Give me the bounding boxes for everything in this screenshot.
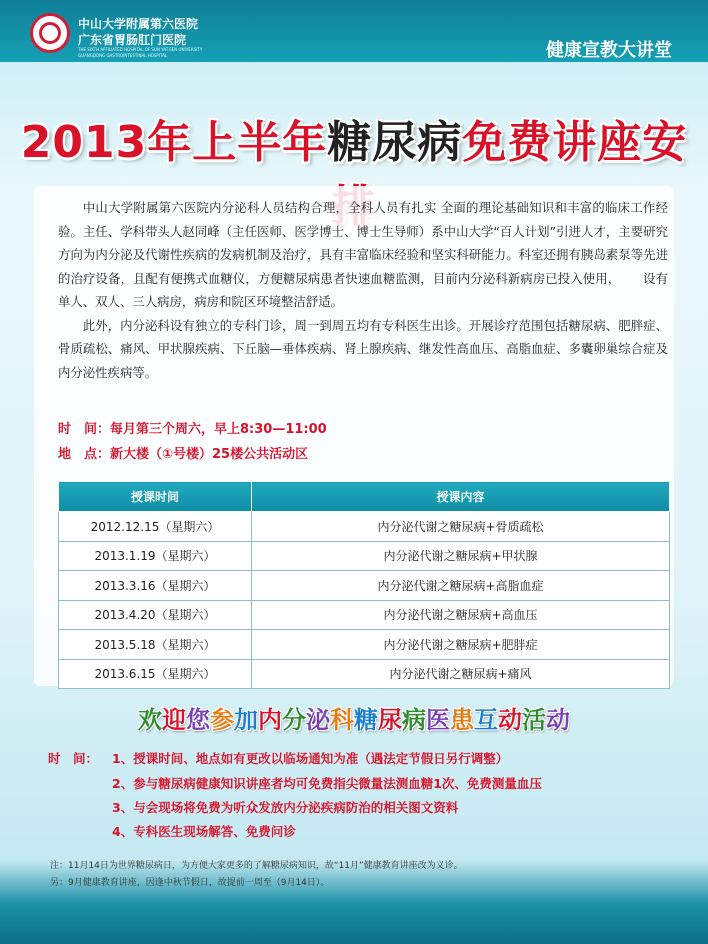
cell-content: 内分泌代谢之糖尿病+甲状腺: [252, 541, 670, 571]
title-part2: 糖尿病: [327, 117, 463, 168]
hospital-name-line2: 广东省胃肠肛门医院: [78, 33, 187, 47]
cell-date: 2013.5.18（星期六）: [59, 630, 252, 660]
cell-date: 2013.4.20（星期六）: [59, 600, 252, 630]
welcome-char: 参: [210, 706, 234, 734]
title-part1: 2013年上半年: [20, 117, 328, 168]
table-row: [59, 541, 670, 571]
footnote: 注：11月14日为世界糖尿病日，为方便大家更多的了解糖尿病知识，故“11月”健康教育讲座改为义诊。: [50, 861, 463, 871]
hospital-name-en1: THE SIXTH AFFILIATED HOSPITAL OF SUN YAT-SEN UNIVERSITY: [78, 47, 203, 52]
intro-text: [58, 196, 668, 384]
welcome-char: 动: [546, 706, 570, 734]
cell-content: 内分泌代谢之糖尿病+痛风: [252, 659, 670, 689]
welcome-char: 泌: [306, 706, 330, 734]
header-bar: [0, 0, 708, 66]
schedule-item: 2、参与糖尿病健康知识讲座者均可免费指尖微量法测血糖1次、免费测量血压: [112, 776, 542, 791]
welcome-char: 互: [474, 706, 498, 734]
hospital-name-en2: GUANGDONG GASTROINTESTINAL HOSPITAL: [78, 53, 168, 58]
cell-date: 2013.3.16（星期六）: [59, 571, 252, 601]
welcome-char: 尿: [378, 706, 402, 734]
info-time: 时 间：每月第三个周六，早上8:30—11:00: [58, 422, 327, 437]
table-row: [59, 659, 670, 689]
schedule-table: [58, 481, 670, 689]
footnote: 另：9月健康教育讲座，因逢中秋节假日，故提前一周至（9月14日）。: [50, 878, 330, 888]
welcome-slogan: [0, 700, 708, 735]
welcome-char: 病: [402, 706, 426, 734]
welcome-char: 科: [330, 706, 354, 734]
cell-date: 2013.1.19（星期六）: [59, 541, 252, 571]
hospital-name-line1: 中山大学附属第六医院: [78, 17, 199, 31]
cell-content: 内分泌代谢之糖尿病+高血压: [252, 600, 670, 630]
header-date: 授课时间: [59, 482, 252, 512]
welcome-char: 患: [450, 706, 474, 734]
table-row: [59, 600, 670, 630]
welcome-char: 加: [234, 706, 258, 734]
title-part3: 免费讲座安: [462, 117, 688, 168]
schedule-item: 4、专科医生现场解答、免费问诊: [112, 824, 296, 839]
header-content: 授课内容: [252, 482, 670, 512]
schedule-item: 1、授课时间、地点如有更改以临场通知为准（遇法定节假日另行调整）: [112, 751, 509, 766]
schedule-label: 时 间：: [48, 751, 99, 766]
table-row: [59, 571, 670, 601]
cell-date: 2013.6.15（星期六）: [59, 659, 252, 689]
welcome-char: 动: [498, 706, 522, 734]
cell-date: 2012.12.15（星期六）: [59, 512, 252, 542]
cell-content: 内分泌代谢之糖尿病+高脂血症: [252, 571, 670, 601]
table-row: [59, 630, 670, 660]
welcome-char: 迎: [162, 706, 186, 734]
table-header-row: [59, 482, 670, 512]
banner-title: 健康宣教大讲堂: [546, 40, 672, 61]
cell-content: 内分泌代谢之糖尿病+肥胖症: [252, 630, 670, 660]
welcome-char: 分: [282, 706, 306, 734]
table-row: [59, 512, 670, 542]
hospital-logo-icon: [30, 13, 70, 53]
welcome-char: 活: [522, 706, 546, 734]
welcome-char: 医: [426, 706, 450, 734]
welcome-char: 糖: [354, 706, 378, 734]
welcome-char: 您: [186, 706, 210, 734]
intro-paragraph-2: 此外，内分泌科设有独立的专科门诊，周一到周五均有专科医生出诊。开展诊疗范围包括糖尿病、肥胖症、骨质疏松、痛风、甲状腺疾病、下丘脑—垂体疾病、肾上腺疾病、继发性高血压、高脂血症、多囊卵巢综合症及内分泌性疾病等。: [58, 317, 668, 380]
cell-content: 内分泌代谢之糖尿病+骨质疏松: [252, 512, 670, 542]
intro-paragraph-1: 中山大学附属第六医院内分泌科人员结构合理，全科人员有扎实 全面的理论基础知识和丰富的临床工作经验。主任、学科带头人赵同峰（主任医师、医学博士、博士生导师）系中山大学“百人计划”引进人才，主要研究方向为内分泌及代谢性疾病的发病机制及治疗，具有丰富临床经验和坚实科研能力。科室还拥有胰岛素泵等先进的治疗设备，且配有便携式血糖仪，方便糖尿病患者快速血糖监测，目前内分泌科新病房已投入使用， 设有单人、双人、三人病房，病房和院区环境整洁舒适。: [58, 200, 668, 309]
schedule-item: 3、与会现场将免费为听众发放内分泌疾病防治的相关图文资料: [112, 800, 459, 815]
info-place: 地 点：新大楼（①号楼）25楼公共活动区: [58, 447, 309, 462]
welcome-char: 欢: [138, 706, 162, 734]
welcome-char: 内: [258, 706, 282, 734]
